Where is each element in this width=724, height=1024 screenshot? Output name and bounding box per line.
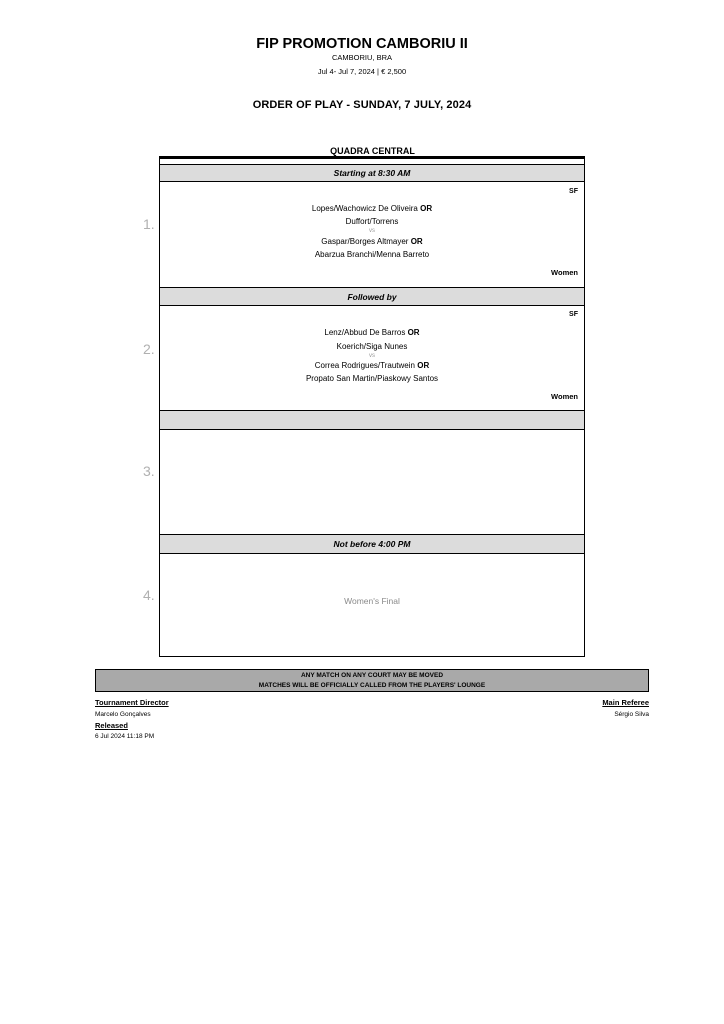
slot-3-number: 3. xyxy=(143,463,155,479)
director-label: Tournament Director xyxy=(95,698,169,707)
slot-4-time-band: Not before 4:00 PM xyxy=(160,534,584,554)
referee-label: Main Referee xyxy=(602,698,649,707)
slot-2-team-b-line1: Correa Rodrigues/Trautwein OR xyxy=(314,361,430,370)
tournament-title: FIP PROMOTION CAMBORIU II xyxy=(256,36,468,52)
slot-2-team-a-line2: Koerich/Siga Nunes xyxy=(336,342,408,351)
slot-1-time-band: Starting at 8:30 AM xyxy=(160,164,584,182)
tournament-location: CAMBORIU, BRA xyxy=(331,53,392,62)
released-datetime: 6 Jul 2024 11:18 PM xyxy=(95,733,155,740)
slot-2-number: 2. xyxy=(143,341,155,357)
slot-1-team-b-line1: Gaspar/Borges Altmayer OR xyxy=(321,237,423,246)
slot-1-team-b-line2: Abarzua Branchi/Menna Barreto xyxy=(314,250,430,259)
slot-2-time-band: Followed by xyxy=(160,287,584,306)
slot-2-team-a-line1: Lenz/Abbud De Barros OR xyxy=(324,328,420,337)
slot-1-vs: vs xyxy=(369,228,375,234)
slot-1-team-a-line1: Lopes/Wachowicz De Oliveira OR xyxy=(311,204,433,213)
order-of-play-heading: ORDER OF PLAY - SUNDAY, 7 JULY, 2024 xyxy=(252,99,472,111)
slot-4-match-text: Women's Final xyxy=(344,596,400,606)
director-name: Marcelo Gonçalves xyxy=(95,711,151,718)
referee-name: Sérgio Silva xyxy=(614,711,649,718)
tournament-dates-prize: Jul 4- Jul 7, 2024 | € 2,500 xyxy=(317,67,407,76)
slot-1-match xyxy=(143,182,584,287)
slot-1-category: Women xyxy=(551,268,578,277)
schedule-table xyxy=(143,156,585,657)
slot-2-vs: vs xyxy=(369,353,375,359)
slot-2-match xyxy=(143,306,584,410)
slot-1-number: 1. xyxy=(143,216,155,232)
notice-banner xyxy=(95,669,649,692)
court-name: QUADRA CENTRAL xyxy=(330,146,415,156)
slot-2-team-b-line2: Propato San Martin/Piaskowy Santos xyxy=(305,374,439,383)
slot-4-number: 4. xyxy=(143,587,155,603)
slot-1-round: SF xyxy=(569,188,578,195)
released-label: Released xyxy=(95,721,128,730)
slot-2-round: SF xyxy=(569,311,578,318)
slot-1-team-a-line2: Duffort/Torrens xyxy=(345,217,399,226)
slot-3-match xyxy=(143,430,584,534)
slot-4-match xyxy=(143,554,584,657)
slot-3-time-band xyxy=(160,410,584,430)
slot-2-category: Women xyxy=(551,392,578,401)
notice-line-1: ANY MATCH ON ANY COURT MAY BE MOVED xyxy=(300,671,444,679)
notice-line-2: MATCHES WILL BE OFFICIALLY CALLED FROM THE PLAYERS' LOUNGE xyxy=(258,681,486,689)
